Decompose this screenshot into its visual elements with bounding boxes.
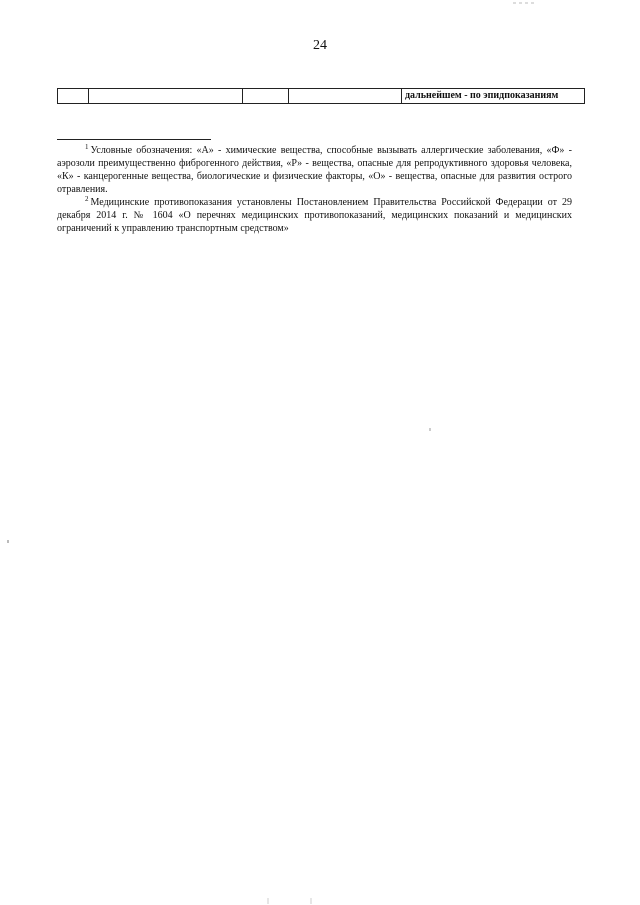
table-cell: дальнейшем - по эпидпоказаниям [401,89,584,103]
footnote-mark: 2 [85,194,89,203]
page-number: 24 [313,38,327,53]
footnote-mark: 1 [85,142,89,151]
footnote-text: Условные обозначения: «А» - химические вещества, способные вызывать аллергические заболевания, «Ф» - аэрозоли преимущественно фиброгенного действия, «Р» - вещества, опасные для репродуктивного здоровья человека, «К» - канцерогенные вещества, биологические и физические факторы, «О» - вещества, опасные для развития острого отравления. [57,145,572,195]
footnote-text: Медицинские противопоказания установлены Постановлением Правительства Российской Федерации от 29 декабря 2014 г. № 1604 «О перечнях медицинских противопоказаний, медицинских показаний и медицинских ограничений к управлению транспортным средством» [57,197,572,234]
